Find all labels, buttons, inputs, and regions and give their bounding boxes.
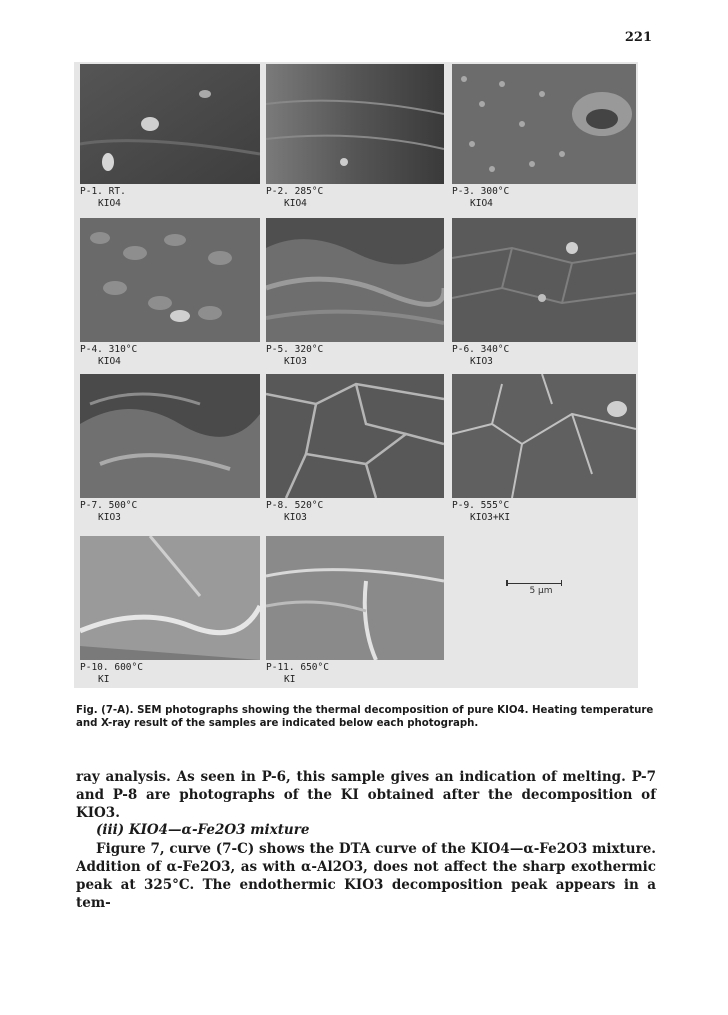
photo-label-p7: P-7. 500°C KIO3 (80, 500, 138, 523)
photo-label-p10: P-10. 600°C KI (80, 662, 143, 685)
sem-figure-plate (74, 62, 638, 688)
photo-label-p6: P-6. 340°C KIO3 (452, 344, 510, 367)
photo-label-p3: P-3. 300°C KIO4 (452, 186, 510, 209)
sem-photo-p5 (266, 218, 444, 342)
paragraph-2: Figure 7, curve (7-C) shows the DTA curve of the KIO4—α-Fe2O3 mixture. Addition of α-Fe2O3, as with α-Al2O3, does not affect the sharp exothermic peak at 325°C. The endothermic KIO3 decomposition peak appears in a tem- (76, 841, 656, 911)
photo-label-p5: P-5. 320°C KIO3 (266, 344, 324, 367)
sem-photo-p11 (266, 536, 444, 660)
scale-bar-label: 5 µm (529, 586, 553, 596)
photo-label-p11: P-11. 650°C KI (266, 662, 329, 685)
photo-label-p9: P-9. 555°C KIO3+KI (452, 500, 511, 523)
paragraph-1: ray analysis. As seen in P-6, this sample gives an indication of melting. P-7 and P-8 are photographs of the KI obtained after the decomposition of KIO3. (76, 769, 656, 821)
sem-photo-p7 (80, 374, 260, 498)
sem-photo-p6 (452, 218, 636, 342)
photo-label-p4: P-4. 310°C KIO4 (80, 344, 138, 367)
page-number: 221 (624, 30, 652, 45)
sem-photo-p3 (452, 64, 636, 184)
section-heading: (iii) KIO4—α-Fe2O3 mixture (96, 822, 310, 838)
photo-label-p8: P-8. 520°C KIO3 (266, 500, 324, 523)
sem-photo-p10 (80, 536, 260, 660)
sem-photo-p4 (80, 218, 260, 342)
photo-label-p1: P-1. RT. KIO4 (80, 186, 126, 209)
sem-photo-p9 (452, 374, 636, 498)
sem-photo-p8 (266, 374, 444, 498)
photo-label-p2: P-2. 285°C KIO4 (266, 186, 324, 209)
sem-photo-p2 (266, 64, 444, 184)
sem-photo-p1 (80, 64, 260, 184)
figure-caption: Fig. (7-A). SEM photographs showing the thermal decomposition of pure KIO4. Heating temperature and X-ray result of the samples are indicated below each photograph. (76, 705, 654, 729)
